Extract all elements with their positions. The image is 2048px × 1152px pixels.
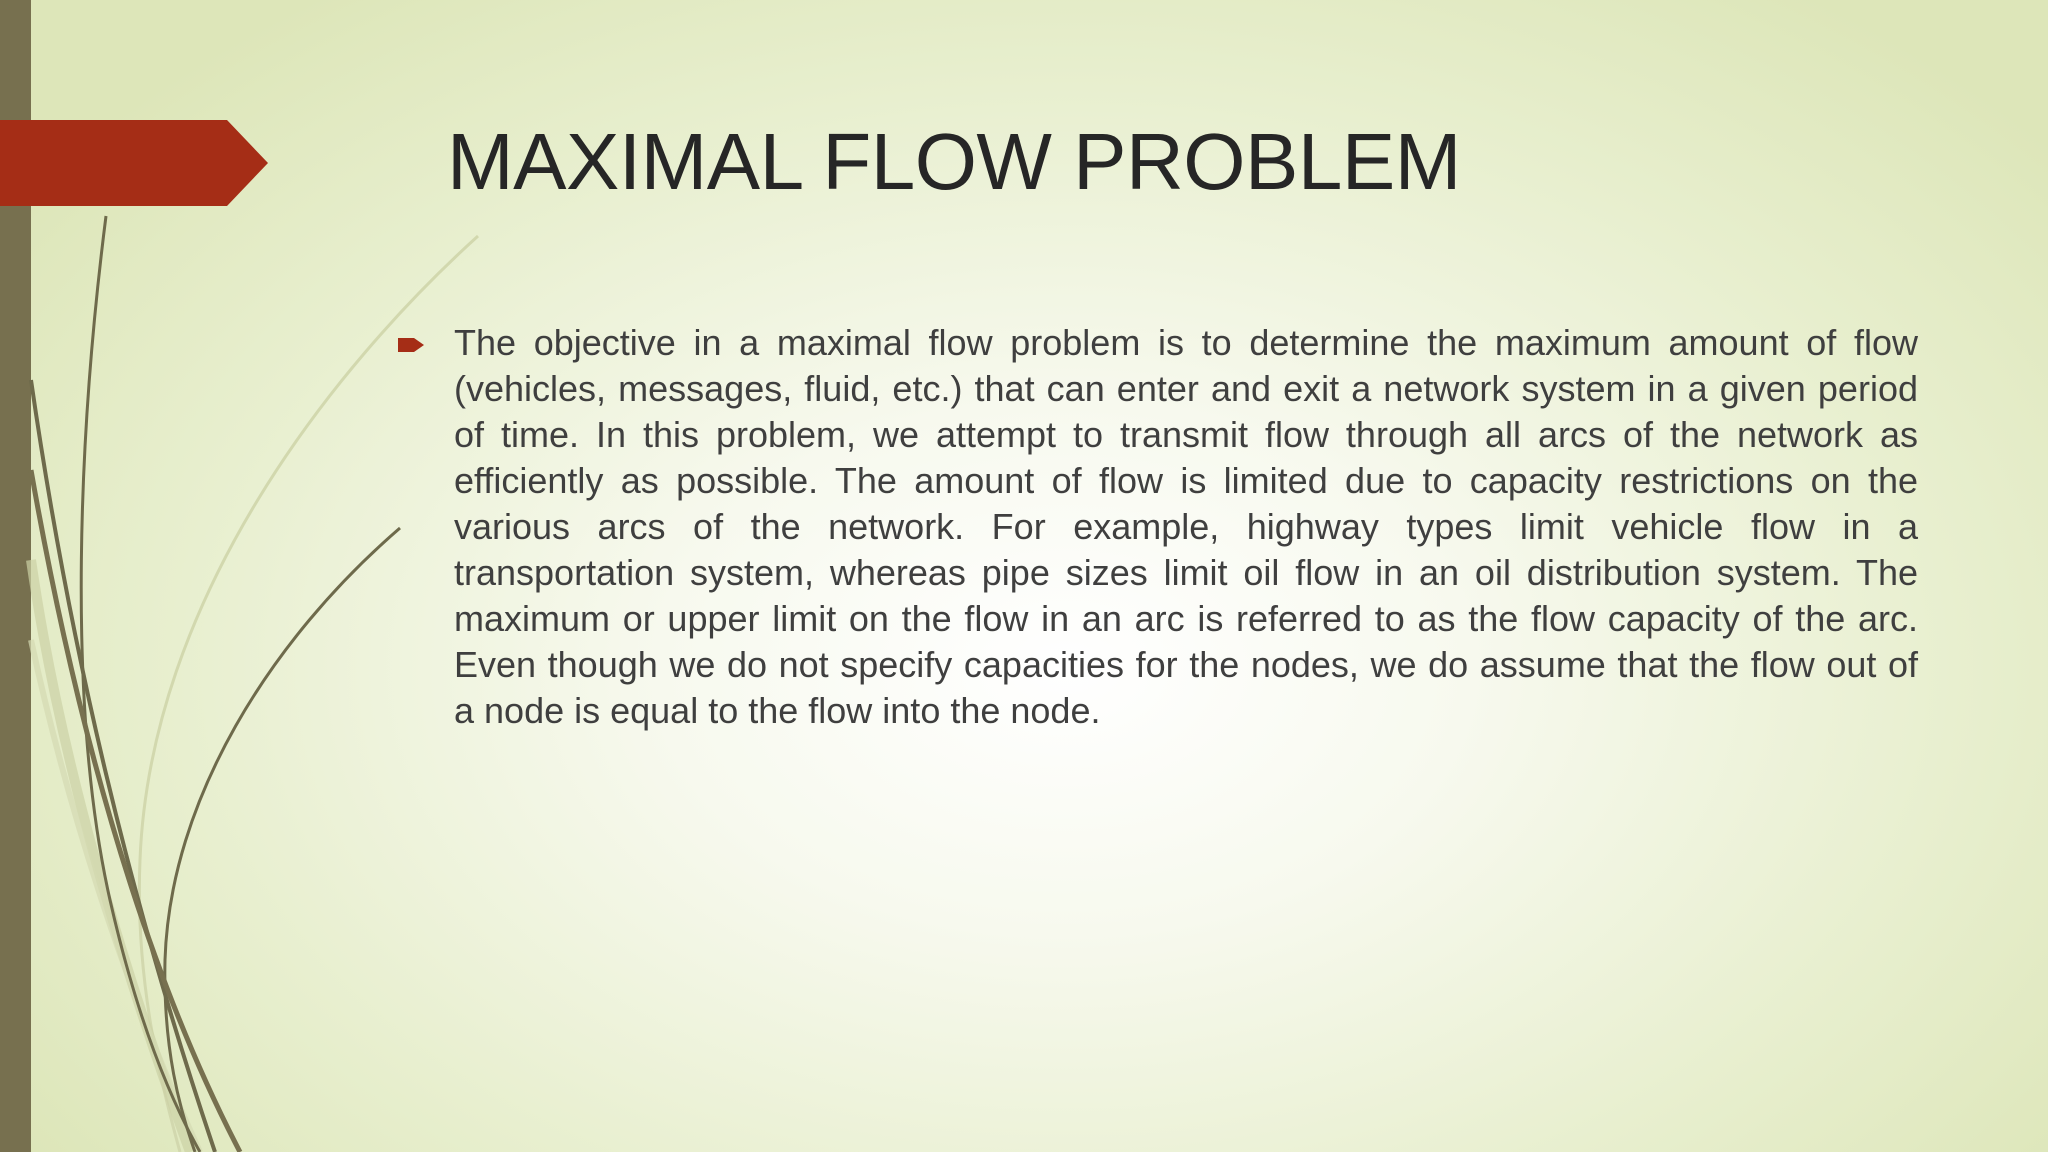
- slide-content: [398, 320, 1918, 734]
- bullet-item: [398, 320, 1918, 734]
- dark-stroke-2: [165, 528, 400, 1152]
- light-stroke-2: [31, 560, 190, 1152]
- bullet-text: The objective in a maximal flow problem is to determine the maximum amount of flow (vehicles, messages, fluid, etc.) that can enter and exit a network system in a given period of time. In this problem, we attempt to transmit flow through all arcs of the network as efficiently as possible. The amount of flow is limited due to capacity restrictions on the various arcs of the network. For example, highway types limit vehicle flow in a transportation system, whereas pipe sizes limit oil flow in an oil distribution system. The maximum or upper limit on the flow in an arc is referred to as the flow capacity of the arc. Even though we do not specify capacities for the nodes, we do assume that the flow out of a node is equal to the flow into the node.: [454, 322, 1918, 731]
- title-accent-tab: [0, 120, 268, 206]
- arrow-bullet-icon: [398, 336, 426, 354]
- dark-stroke-1: [81, 216, 200, 1152]
- slide-title: MAXIMAL FLOW PROBLEM: [447, 117, 1461, 206]
